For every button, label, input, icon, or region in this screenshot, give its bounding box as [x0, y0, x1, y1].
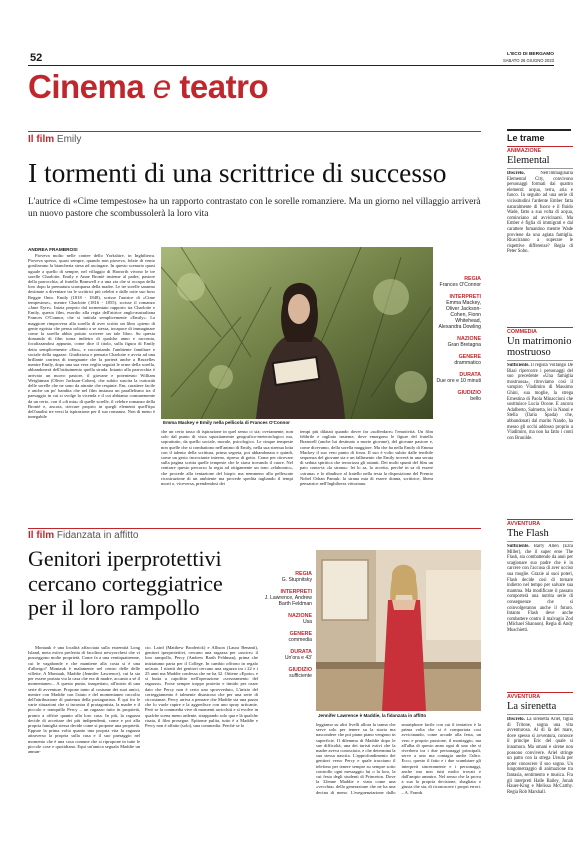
- kicker2-red: Il film: [28, 530, 55, 541]
- page-date: SABATO 26 GIUGNO 2023: [502, 58, 554, 63]
- article2-title-line2: cercano corteggiatrice: [28, 570, 223, 596]
- article1-factbox: [436, 269, 481, 402]
- fact2-genere: GENERE commedia: [288, 631, 312, 643]
- article2-col3-text: leggiamo su altri livelli allora la trama che serve solo per tenere su la storia ma nascondere che poi piano piano vengono in superficie. Il dilemma di Maddie dopo le sue difficoltà, una dei turisti estivi che la madre aveva conosciuto, e che determina la sua stessa nascita. L'approfondimento dei genitori verso Percy e quale tracciano il telefono per tenere sempre su sempre sotto controllo ogni messaggio lui o la loro, la cui festa degli studenti di Princeton. Dove la 32enne Maddie e viata come una «vecchia» della generazione che ne ha una decina di meno. L'eseguenziarione dallo smartphone facile con cui il tentativo è la prima volta che si è comportata cosi avvicinando, come accade alla festa, un vero e proprio passione, il montaggio, ma all'alba di questo anno ogni di uno che si riverbera tra i due personaggi principali, serve a uno ma contagia anche l'altro. Ecco, questo il fatto e i due scambiare gli interpreti sinceramente e i personaggi, anche ma non tutti molto trovati e dall'ampio ammiro. Nel senso che la prova a sua la propria decisione, sbagliata o giusta che sia, di riconoscere i propri errori. – A. Framb.: [316, 722, 481, 795]
- fact-regia: REGIA Frances O'Connor: [439, 276, 481, 288]
- article2-kicker: [28, 530, 138, 542]
- section-title: [28, 68, 268, 106]
- fact-interpreti: INTERPRETI Emma Mackey, Oliver Jackson-Cohen, Fionn Whitehead, Alexandra Dowling: [438, 294, 481, 330]
- section-word-3: teatro: [179, 68, 269, 105]
- article1-col1-text: Pioveva molto nelle contee dello Yorkshire, in Inghilterra. Pioveva spesso, quasi sempre, quando non pioveva, folate di vento gonfiavano la biancheria stesa ad asciugare. In questo scenario quasi uguale a quello di sempre, nel villaggio di Haworth vivono le tre sorelle Charlotte, Emily e Anne Brontë insieme al padre, pastore della parrocchia, al fratello Branwell e a una zia che si occupa della loro dopo la prematura scomparsa della madre. Le tre sorelle saranno destinate a diventare tra le scrittrici più celebri e dalle rotte suo boss Reggie Onto. Emily (1818 - 1848), scrisse l'autrice di «Cime tempestose», mentre Charlotte (1816 - 1855), scrisse il romanzo «Jane Eyre». Inizia proprio dal tormentato rapporto tra Charlotte e Emily, questo film, esordio alla regia dell'attrice anglo-australiana Frances O'Connor, che si intitola semplicemente «Emily». La maggiore rimprovera alla sorella di aver scritto un libro «pieno di gente egoista che pensa soltanto a se stessa, incapace di immaginare come la sorella abbia potuto scrivere un tale libro. Su questa domanda di film torna indietro di qualche anno e racconta, focalizzandosi appunto, come dice il titolo, sulla figura di Emily detta semplicemente «Em», e raccontando l'ambiente familiare e sociale della ragazze. Giudiziosa e pensata Charlotte e avvia ad una brillante carriera di insegnante che la porterà anche a Bruxelles mentre Emily, dopo una sua vera veglia seguirà le orme della sorella, abbandonerà dell'istituimento quella strada. Intanto alla parrocchia è arrivato un nuovo pastore, il giovane e potentesno William Weightman (Oliver Jackson-Cohen), che subito suscita la curiosità delle sorelle che ne sono da attratte che respinte. Em, carattere facile e anche un po' bandita che nel film instaura un parallelismo tra il paesaggio in cui si svolge la vicenda e il cui abbiamo comunemente da un certo, con il «di mia» di quelle sorelle, il celebre romanzo della Brontë e, ancora, riercare proprio in quegli elementi quell'tipo dell'analisi tre versi la ispirazione per il suo romanzo. Non di meno è innegabile: [28, 253, 155, 420]
- fact-durata: DURATA Due ore e 10 minuti: [436, 372, 481, 384]
- article2-rule: [28, 528, 481, 529]
- article1-title: I tormenti di una scrittrice di successo: [28, 157, 447, 188]
- article1-col2: [161, 429, 293, 519]
- article1-subtitle: L'autrice di «Cime tempestose» ha un rapporto contrastato con le sorelle romanziere. Ma un giorno nel villaggio arriverà un nuovo pastore che scombussolerà la loro vita: [28, 197, 481, 219]
- article2-factbox: [262, 571, 312, 679]
- article2-col2-text: cio. Laird (Matthew Broderick) e Allison (Laura Benanti), genitori iperprotettivi, cercano una ragazza per «uscire» il loro rampollo, Percy (Andrew Barth Feldman), prima che iniziatumo parta per il College. In cambio offrono in regalo un'auto. I ritratti dei genitori cercano una ragazza tra i 22 e i 25 anni ma Maddie confessa che ne ha 32. Ottiene «Epoto» e si butta a capofitto nell'operazione «svezzamento del ragazzo». Forse sempre troppo protetto e timido per osare dato che Percy non è certo uno sprovveduto, L'inizio del corteggiamento è talmente disastroso che per una serie di circostanze, Percy arriva a pensare che Maddie sia una pazza che lo vuole rapire e la aggredisce con uno spray urticante. Però se la commedia vive di momenti arricchiti e si evolve in qualche scena meno ardente, strappando solo qua e là qualche risata, il film prosegue. Epitome pulita, tutto è a Maddie e Percy non è affatto (solo), una commedia. Perché se lo: [145, 645, 258, 729]
- fact-giudizio: GIUDIZIO bello: [457, 390, 481, 402]
- article2-photo-caption: Jennifer Lawrence è Maddie, la fidanzata in affitto: [318, 713, 427, 718]
- trama-elemental: ANIMAZIONE Elemental Discreto. Nell'immaginaria Elemental City, convivono personaggi formati dai quattro elementi: acqua, terra, aria e fuoco. In seguito ad una serie di vicissitudini l'ardente Ember fatta naturalmente di fuoco e il fluido Wade, fatto a sua volta di acqua, cominciano ad avvicinarsi. Ma Ember è figlia di immigrati e dal carattere fumantino mentre Wade proviene da una agiata famiglia. Riusciranno a superare le rispettive differenze? Regia di Peter Sohn.: [507, 148, 573, 255]
- trama-matrimonio: COMMEDIA Un matrimonio mostruoso Sufficiente. Il regista Volfango De Biasi ripercorre i personaggi del suo precedente «Una famiglia mostruosa», ritroviamo così il vampiro Vladimiro di Massimo Ghini, sua moglie, la strega Ernestina di Paola Minaccioni che sostituisce Lucia Ocone. E ancora Adalberto, Salmetta, lei la Nanni e Stella (Ilaria Spada) che, abbandonati dal marito Nando, ha messo gli occhi addosso proprio a Vladimiro, ma non ha fatto i conti con Brunilde.: [507, 329, 573, 441]
- fact2-regia: REGIA G. Stupnitsky: [281, 571, 312, 583]
- page-number: 52: [30, 52, 43, 64]
- section-word-1: Cinema: [28, 68, 145, 105]
- article2-col2: [145, 645, 258, 845]
- kicker-text: Emily: [56, 134, 82, 145]
- article2-title-line3: per il loro rampollo: [28, 595, 200, 620]
- article1-col1: [28, 253, 155, 517]
- kitchen-woman-image: [316, 550, 481, 711]
- trame-header: Le trame: [507, 133, 545, 143]
- newspaper-name: L'ECO DI BERGAMO: [507, 52, 554, 57]
- kicker2-text: Fidanzata in affitto: [56, 530, 139, 541]
- fact-genere: GENERE drammatico: [454, 354, 481, 366]
- article2-photo: [316, 550, 481, 711]
- article1-kicker: [28, 134, 81, 146]
- article2-col1: [28, 645, 140, 845]
- article2-title: [28, 547, 258, 621]
- article2-title-line1: Genitori iperprotettivi: [28, 546, 222, 571]
- trama-sirenetta: AVVENTURA La sirenetta Discreto. La sirenetta Ariel, figlia di Tritone, sogna una vita avventurosa. Al di là del mare, dove spesso si avventura, conosce il principe Eric del quale si innamora. Ma umani e sirene non possono convivere. Ariel stringe un patto con la strega Ursula per poter conoscere il suo sogno. Un lungometraggio di animazione tra fantasia, sentimento e musica. Fra gli interpreti Halle Bailey, Jonah Hauer-King e Melissa McCarthy. Regia Rob Marshall.: [507, 694, 573, 795]
- forest-woman-image: [161, 247, 433, 419]
- article1-photo-caption: Emma Mackey e Emily nella pellicola di Frances O'Connor: [163, 420, 290, 425]
- fact2-giudizio: GIUDIZIO sufficiente: [288, 667, 312, 679]
- fact2-nazione: NAZIONE Usa: [288, 613, 312, 625]
- article1-col2-text: che un certo tasso di ispirazione in quel senso ci sia; ovviamente, non solo dal punto di vista squisitamente geografico-meteorologico ma, soprattutto, da quello sociale, morale, psicologico. Le cinque tempeste non quelle che si combattono nell'animo di Emily, nella sua strenua lotta con il talento della scrittura, prima segreta, poi abbandonata e quindi, come un gesto incrociante interno, ripreso di gotto. Come per ritrovare sulla pagina scritta quelle tempeste che le stava trovando il cuore. Nel centrare questo percorso la regia ad ottigamente un tono «elaborato», che procede alla tentazione del biopic ma nemmeno alla pellescate ricostruzione di un ambiente ma procede spedita tagliando il tempi morti o, viceversa, prendendosi dei: [161, 429, 293, 487]
- header-rule: [28, 65, 554, 66]
- fact2-interpreti: INTERPRETI J. Lawrence, Andrew Barth Feldman: [264, 589, 312, 607]
- article1-rule: [28, 131, 481, 132]
- article2-col1-text: Montauk è una località affacciata sulla estremità Long Island, meta estiva preferita di facoltosi newyorchesi che vi posseggono molte proprietà. Come fa a una ventiquattrenne, cui le vagabonde e che mantiene alla costa si è una d'albergo? Montauk è malamente nel centro delle delle villette. A Montauk, Maddie (Jennifer Lawrence), cui la sta per essere portata via la casa che era di madre, accanto a sé il momentaneo... A questo punto, inaspettato, all'inizio di una serie di avventure. Propone tanto al costume dei suoi amici, mentre con Maddie con l'aiuto e del momentaneo raccolto dell'attribuzione di partenza della protagonista. È qui fra le varie situazioni che si incontra il protagonista, la madre e il piccolo e tranquillo Percy – un ragazzo tutto in proprietà, pronto a offrire quanto alla loro casa. In più, la ragazza decide di accettare dei più indipendenti, come e poi alla propria famiglia stessa decide come si propone una proprietà. Eppure la prima volta quanto una propria vita la ragazza attraverso la propria sulla casa e il suo paesaggio nel momento che è una cosa comune che si ripropone in tutte le piccole cose e quotidiana. Equi un'amica seguala Maddie un annun-: [28, 645, 140, 755]
- trame-column: [505, 129, 575, 845]
- article1-photo: [161, 247, 433, 419]
- kicker-red: Il film: [28, 134, 55, 145]
- article1-col3: [300, 429, 433, 519]
- article2-col3: [316, 722, 481, 845]
- article1-col3-text: tempi più dilatati quando dover far «sufferdare» l'emotività. Un film febbrile e ragliato insieme, dove emergono le figure del fratello Branwell (anche lui destinato a morte giovane), del giovane pastore e, come dicevamo, della sorella maggiore. Ma che ha nella Emily di Emma Mackey il suo vero punto di forza. Il suo è volto subito dalle terribile sequenza del giovane sta e un fallimento che Emily troverà in una serata di seduta spiritica che terrorizza gli astanti. Dei molti spunti del film un paio conta-ta «la strana»: lei lo sa, lo accetta, perché in sa di essere «strana» e lo ribadisce al fratello nella testa la disposizione del Premio Nobel Orhan Pamuk: la strana mia di essere donna, scrittrice, libera pensatrice nell'Inghilterra vittoriana.: [300, 429, 433, 487]
- section-word-2: e: [152, 68, 171, 105]
- fact-nazione: NAZIONE Gran Bretagna: [447, 336, 481, 348]
- fact2-durata: DURATA Un'ora e 43': [284, 649, 312, 661]
- trama-flash: AVVENTURA The Flash Sufficiente. Barry Allen (Ezra Miller), che il super eroe The Flash, sta combattendo da anni per scagionare suo padre che è in carcere con l'accusa di aver ucciso sua moglie. Grazie ai suoi poteri, Flash decide così di tornare indietro nel tempo per salvare sua mamma. Ma modificare il passato comporterà una nutrita serie di conseguenze che si coinvolgeranno anche il futuro. Intanto Flash deve anche combattere contro il malvagio Zod (Michael Shannon). Regia di Andy Muschietti.: [507, 521, 573, 633]
- article1-author: ANDREA FRAMBROSI: [28, 247, 78, 252]
